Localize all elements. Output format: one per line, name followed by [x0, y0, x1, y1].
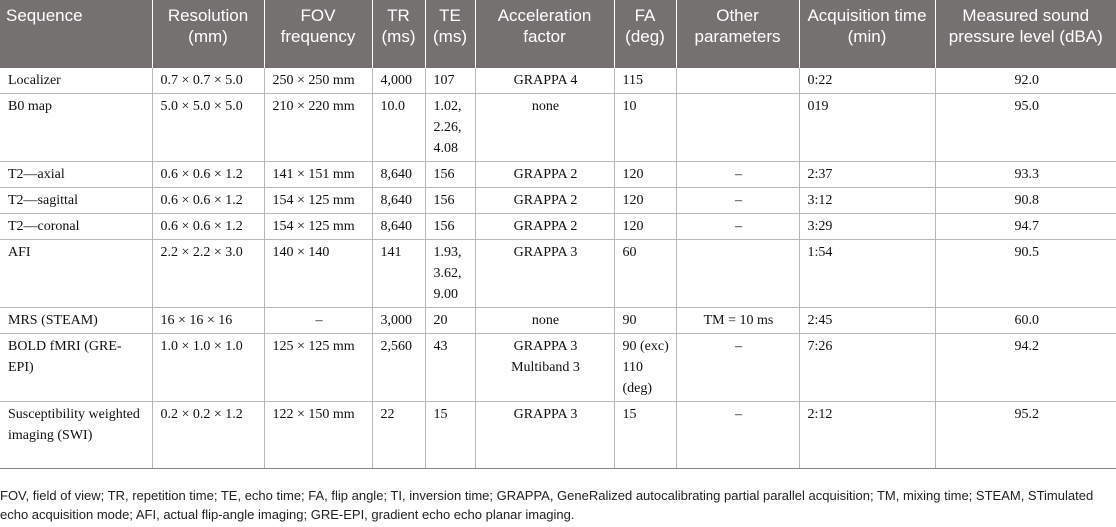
- cell-resolution: 1.0 × 1.0 × 1.0: [152, 334, 264, 402]
- cell-other: TM = 10 ms: [676, 308, 799, 334]
- header-other: Other parameters: [676, 0, 799, 68]
- cell-other: –: [676, 162, 799, 188]
- header-spl: Measured sound pressure level (dBA): [935, 0, 1116, 68]
- cell-te: 20: [425, 308, 475, 334]
- cell-sequence: Localizer: [0, 68, 152, 94]
- header-te: TE (ms): [425, 0, 475, 68]
- cell-fov: 250 × 250 mm: [264, 68, 372, 94]
- cell-acceleration: GRAPPA 2: [475, 188, 614, 214]
- table-row: [0, 214, 1116, 240]
- cell-other: –: [676, 214, 799, 240]
- header-acq-time: Acquisition time (min): [799, 0, 935, 68]
- cell-acq-time: 3:12: [799, 188, 935, 214]
- header-tr: TR (ms): [372, 0, 425, 68]
- cell-acceleration: GRAPPA 4: [475, 68, 614, 94]
- cell-fa: 115: [614, 68, 676, 94]
- cell-acq-time: 2:12: [799, 402, 935, 469]
- cell-acceleration: GRAPPA 2: [475, 162, 614, 188]
- cell-acceleration: GRAPPA 3 Multiband 3: [475, 334, 614, 402]
- header-fov: FOV frequency: [264, 0, 372, 68]
- cell-sequence: MRS (STEAM): [0, 308, 152, 334]
- cell-sequence: T2—axial: [0, 162, 152, 188]
- cell-resolution: 0.2 × 0.2 × 1.2: [152, 402, 264, 469]
- cell-fa: 90: [614, 308, 676, 334]
- cell-tr: 8,640: [372, 162, 425, 188]
- cell-resolution: 2.2 × 2.2 × 3.0: [152, 240, 264, 308]
- cell-acq-time: 2:45: [799, 308, 935, 334]
- cell-other: –: [676, 334, 799, 402]
- cell-spl: 90.8: [935, 188, 1116, 214]
- cell-fa: 15: [614, 402, 676, 469]
- cell-sequence: AFI: [0, 240, 152, 308]
- cell-acq-time: 0:22: [799, 68, 935, 94]
- cell-fa: 10: [614, 94, 676, 162]
- cell-te: 156: [425, 162, 475, 188]
- cell-sequence: T2—coronal: [0, 214, 152, 240]
- cell-tr: 8,640: [372, 188, 425, 214]
- header-acceleration: Acceleration factor: [475, 0, 614, 68]
- cell-other: –: [676, 188, 799, 214]
- cell-te: 1.02, 2.26, 4.08: [425, 94, 475, 162]
- cell-spl: 60.0: [935, 308, 1116, 334]
- cell-sequence: B0 map: [0, 94, 152, 162]
- cell-fov: 210 × 220 mm: [264, 94, 372, 162]
- cell-acceleration: GRAPPA 2: [475, 214, 614, 240]
- cell-spl: 94.7: [935, 214, 1116, 240]
- cell-other: [676, 68, 799, 94]
- header-sequence: Sequence: [0, 0, 152, 68]
- cell-fov: 154 × 125 mm: [264, 214, 372, 240]
- cell-spl: 94.2: [935, 334, 1116, 402]
- cell-acq-time: 2:37: [799, 162, 935, 188]
- cell-other: [676, 94, 799, 162]
- cell-resolution: 16 × 16 × 16: [152, 308, 264, 334]
- cell-sequence: Susceptibility weighted imaging (SWI): [0, 402, 152, 469]
- cell-te: 156: [425, 188, 475, 214]
- cell-tr: 2,560: [372, 334, 425, 402]
- cell-acq-time: 3:29: [799, 214, 935, 240]
- header-resolution: Resolution (mm): [152, 0, 264, 68]
- cell-acq-time: 1:54: [799, 240, 935, 308]
- cell-fa: 120: [614, 162, 676, 188]
- table-row: [0, 240, 1116, 308]
- table-row: [0, 308, 1116, 334]
- cell-tr: 22: [372, 402, 425, 469]
- cell-resolution: 0.7 × 0.7 × 5.0: [152, 68, 264, 94]
- cell-fa: 120: [614, 188, 676, 214]
- cell-spl: 95.2: [935, 402, 1116, 469]
- cell-resolution: 0.6 × 0.6 × 1.2: [152, 214, 264, 240]
- cell-fa: 90 (exc) 110 (deg): [614, 334, 676, 402]
- cell-sequence: BOLD fMRI (GRE-EPI): [0, 334, 152, 402]
- cell-fov: 122 × 150 mm: [264, 402, 372, 469]
- header-fa: FA (deg): [614, 0, 676, 68]
- cell-other: [676, 240, 799, 308]
- table-row: [0, 94, 1116, 162]
- cell-resolution: 0.6 × 0.6 × 1.2: [152, 162, 264, 188]
- cell-te: 107: [425, 68, 475, 94]
- cell-fa: 120: [614, 214, 676, 240]
- cell-spl: 95.0: [935, 94, 1116, 162]
- cell-other: –: [676, 402, 799, 469]
- cell-te: 156: [425, 214, 475, 240]
- cell-te: 15: [425, 402, 475, 469]
- cell-acceleration: GRAPPA 3: [475, 402, 614, 469]
- cell-fov: 140 × 140: [264, 240, 372, 308]
- cell-te: 43: [425, 334, 475, 402]
- cell-te: 1.93, 3.62, 9.00: [425, 240, 475, 308]
- cell-tr: 4,000: [372, 68, 425, 94]
- cell-fov: –: [264, 308, 372, 334]
- table-footnote: FOV, field of view; TR, repetition time; TE, echo time; FA, flip angle; TI, inversion time; GRAPPA, GeneRalized autocalibrating partial parallel acquisition; TM, mixing time; STEAM, STimulated echo acquisition mode; AFI, actual flip-angle imaging; GRE-EPI, gradient echo echo planar imaging.: [0, 488, 1094, 522]
- table-row: [0, 68, 1116, 94]
- cell-spl: 90.5: [935, 240, 1116, 308]
- table-row: [0, 402, 1116, 469]
- cell-spl: 93.3: [935, 162, 1116, 188]
- cell-fov: 154 × 125 mm: [264, 188, 372, 214]
- cell-fov: 125 × 125 mm: [264, 334, 372, 402]
- cell-sequence: T2—sagittal: [0, 188, 152, 214]
- table-row: [0, 188, 1116, 214]
- cell-resolution: 5.0 × 5.0 × 5.0: [152, 94, 264, 162]
- cell-tr: 3,000: [372, 308, 425, 334]
- cell-spl: 92.0: [935, 68, 1116, 94]
- cell-acceleration: GRAPPA 3: [475, 240, 614, 308]
- cell-tr: 10.0: [372, 94, 425, 162]
- table-row: [0, 162, 1116, 188]
- cell-acceleration: none: [475, 308, 614, 334]
- cell-acq-time: 7:26: [799, 334, 935, 402]
- cell-resolution: 0.6 × 0.6 × 1.2: [152, 188, 264, 214]
- cell-acceleration: none: [475, 94, 614, 162]
- cell-acq-time: 019: [799, 94, 935, 162]
- cell-fov: 141 × 151 mm: [264, 162, 372, 188]
- cell-fa: 60: [614, 240, 676, 308]
- table-row: [0, 334, 1116, 402]
- header-row: [0, 0, 1116, 68]
- cell-tr: 141: [372, 240, 425, 308]
- cell-tr: 8,640: [372, 214, 425, 240]
